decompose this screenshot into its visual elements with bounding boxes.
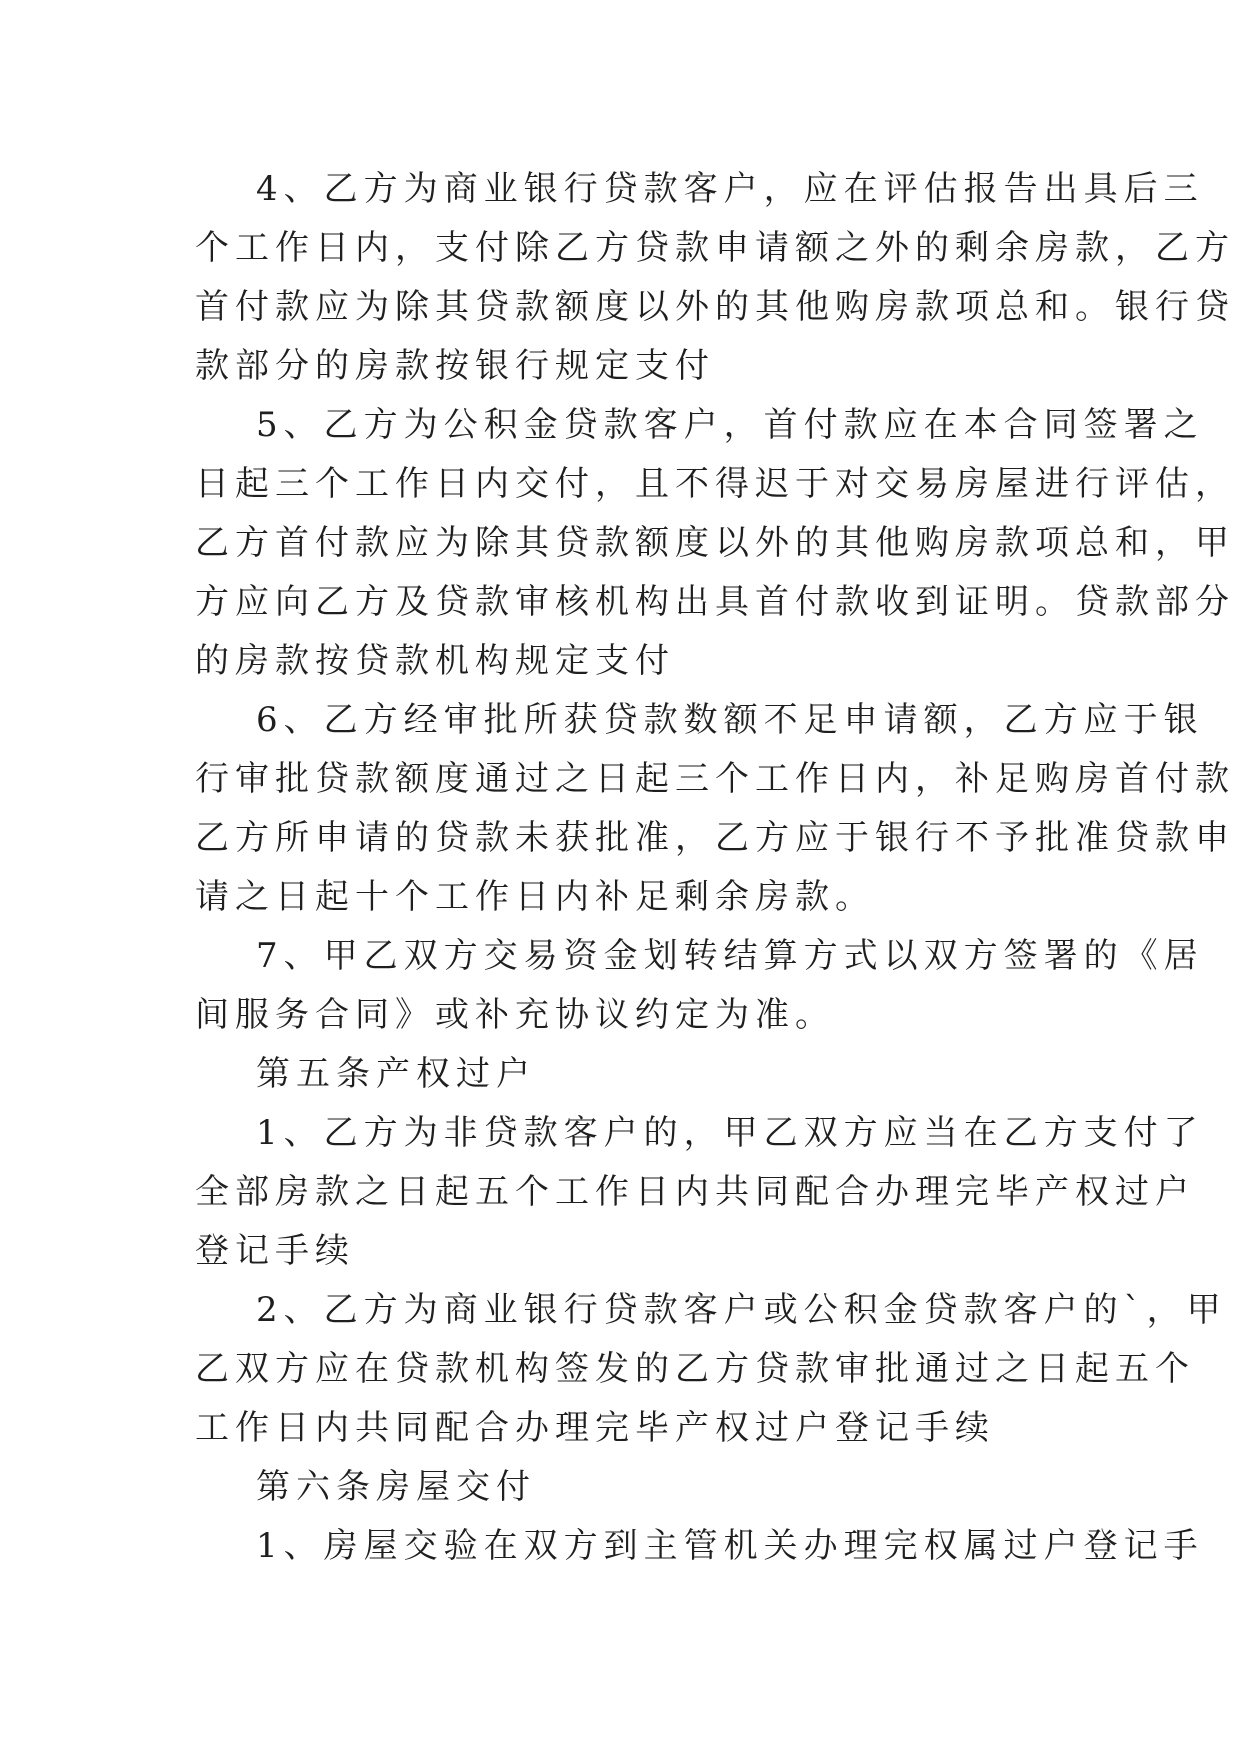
clause-4-line-4: 款部分的房款按银行规定支付	[195, 346, 715, 386]
section-5-item-1-line-3: 登记手续	[195, 1231, 355, 1271]
clause-6-line-1: 6、乙方经审批所获贷款数额不足申请额，乙方应于银	[256, 700, 1204, 740]
clause-5-line-5: 的房款按贷款机构规定支付	[195, 641, 675, 681]
clause-6-line-3: 乙方所申请的贷款未获批准，乙方应于银行不予批准贷款申	[195, 818, 1235, 858]
clause-5-line-1: 5、乙方为公积金贷款客户，首付款应在本合同签署之	[256, 405, 1204, 445]
section-5-item-2-line-1: 2、乙方为商业银行贷款客户或公积金贷款客户的`，甲	[256, 1290, 1227, 1330]
document-body	[195, 160, 1235, 1576]
section-5-item-1-line-2: 全部房款之日起五个工作日内共同配合办理完毕产权过户	[195, 1172, 1195, 1212]
clause-4-line-3: 首付款应为除其贷款额度以外的其他购房款项总和。银行贷	[195, 287, 1235, 327]
clause-4-line-1: 4、乙方为商业银行贷款客户，应在评估报告出具后三	[256, 169, 1204, 209]
section-5-item-1-line-1: 1、乙方为非贷款客户的，甲乙双方应当在乙方支付了	[256, 1113, 1204, 1153]
section-5-item-2-line-2: 乙双方应在贷款机构签发的乙方贷款审批通过之日起五个	[195, 1349, 1195, 1389]
clause-7-line-2: 间服务合同》或补充协议约定为准。	[195, 995, 835, 1035]
section-5-item-2-line-3: 工作日内共同配合办理完毕产权过户登记手续	[195, 1408, 995, 1448]
section-6-heading: 第六条房屋交付	[256, 1467, 536, 1507]
clause-6-line-2: 行审批贷款额度通过之日起三个工作日内，补足购房首付款	[195, 759, 1235, 799]
section-6-item-1-line-1: 1、房屋交验在双方到主管机关办理完权属过户登记手	[256, 1526, 1204, 1566]
clause-6-line-4: 请之日起十个工作日内补足剩余房款。	[195, 877, 875, 917]
clause-5-line-4: 方应向乙方及贷款审核机构出具首付款收到证明。贷款部分	[195, 582, 1235, 622]
clause-5-line-2: 日起三个工作日内交付，且不得迟于对交易房屋进行评估，	[195, 464, 1235, 504]
clause-5-line-3: 乙方首付款应为除其贷款额度以外的其他购房款项总和，甲	[195, 523, 1235, 563]
clause-4-line-2: 个工作日内，支付除乙方贷款申请额之外的剩余房款，乙方	[195, 228, 1235, 268]
section-5-heading: 第五条产权过户	[256, 1054, 536, 1094]
clause-7-line-1: 7、甲乙双方交易资金划转结算方式以双方签署的《居	[256, 936, 1204, 976]
